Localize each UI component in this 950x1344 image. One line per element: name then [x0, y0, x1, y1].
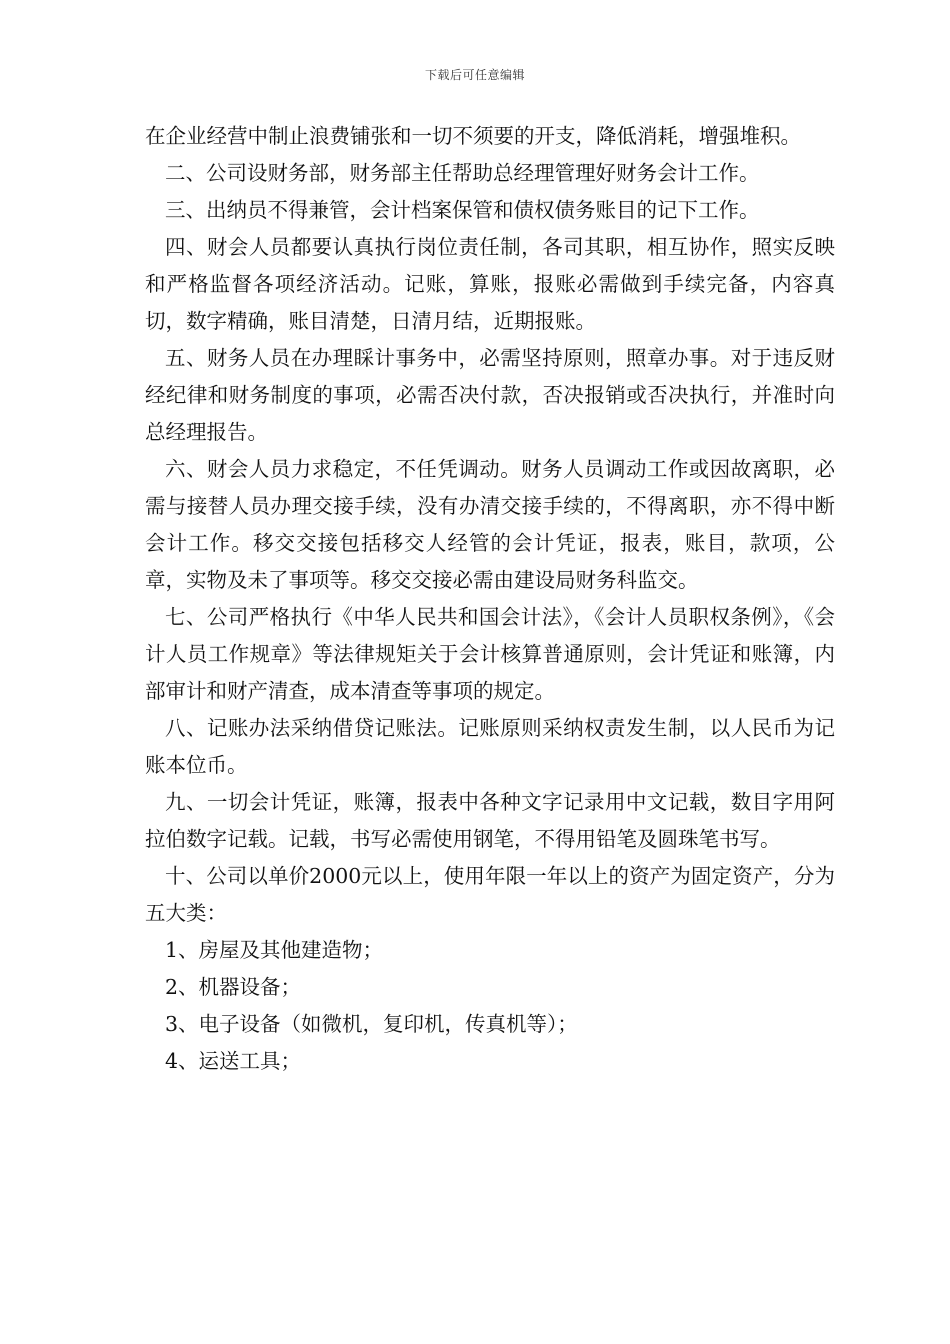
- list-item: 3、电子设备（如微机，复印机，传真机等）；: [165, 1012, 578, 1036]
- paragraph: 七、公司严格执行《中华人民共和国会计法》，《会计人员职权条例》，《会计人员工作规章》等法律规矩关于会计核算普通原则，会计凭证和账簿，内部审计和财产清查，成本清查等事项的规定。: [145, 605, 835, 703]
- paragraph: 三、出纳员不得兼管，会计档案保管和债权债务账目的记下工作。: [165, 198, 760, 222]
- paragraph: 九、一切会计凭证，账簿，报表中各种文字记录用中文记载，数目字用阿拉伯数字记载。记载，书写必需使用钢笔，不得用铅笔及圆珠笔书写。: [145, 790, 835, 851]
- list-item: 2、机器设备；: [165, 975, 302, 999]
- page-header: 下载后可任意编辑: [424, 68, 525, 82]
- paragraph: 二、公司设财务部，财务部主任帮助总经理管理好财务会计工作。: [165, 161, 760, 185]
- document-body: [145, 118, 835, 1080]
- paragraph: 六、财会人员力求稳定，不任凭调动。财务人员调动工作或因故离职，必需与接替人员办理交接手续，没有办清交接手续的，不得离职，亦不得中断会计工作。移交交接包括移交人经管的会计凭证，报表，账目，款项，公章，实物及未了事项等。移交交接必需由建设局财务科监交。: [145, 457, 835, 592]
- paragraph: 五、财务人员在办理睬计事务中，必需坚持原则，照章办事。对于违反财经纪律和财务制度的事项，必需否决付款，否决报销或否决执行，并准时向总经理报告。: [145, 346, 835, 444]
- paragraph: 四、财会人员都要认真执行岗位责任制，各司其职，相互协作，照实反映和严格监督各项经济活动。记账，算账，报账必需做到手续完备，内容真切，数字精确，账目清楚，日清月结，近期报账。: [145, 235, 835, 333]
- paragraph: 十、公司以单价2000元以上，使用年限一年以上的资产为固定资产，分为五大类：: [145, 864, 835, 925]
- list-item: 1、房屋及其他建造物；: [165, 938, 384, 962]
- list-item: 4、运送工具；: [165, 1049, 302, 1073]
- paragraph: 在企业经营中制止浪费铺张和一切不须要的开支，降低消耗，增强堆积。: [145, 124, 801, 148]
- paragraph: 八、记账办法采纳借贷记账法。记账原则采纳权责发生制，以人民币为记账本位币。: [145, 716, 835, 777]
